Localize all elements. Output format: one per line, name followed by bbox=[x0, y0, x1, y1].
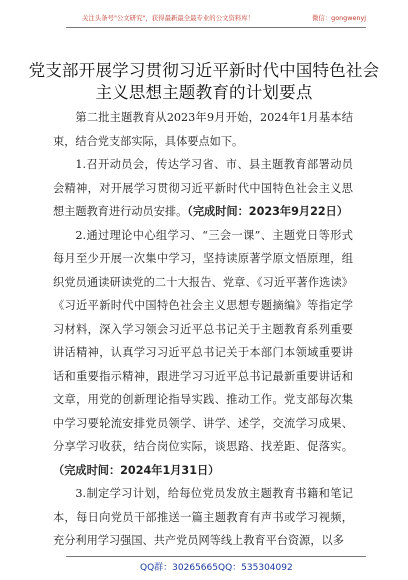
header-wechat-text: 微信：gongwenyj bbox=[311, 14, 366, 22]
page-header bbox=[16, 10, 392, 24]
footer-qq-group: QQ群：30265665 bbox=[140, 563, 218, 573]
document-title: 党支部开展学习贯彻习近平新时代中国特色社会主义思想主题教育的计划要点 bbox=[28, 61, 380, 102]
header-promo-text: 关注头条号"公文研究"，获得最新最全最专业的公文资料库！ bbox=[82, 14, 255, 22]
paragraph-text: 2.通过理论中心组学习、“三会一课”、主题党日等形式每月至少开展一次集中学习，坚持读原著学原文悟原理，组织党员通读研读党的二十大报告、党章、《习近平著作选读》《习近平新时代中国特色社会主义思想专题摘编》等指定学习材料，深入学习领会习近平总书记关于主题教育系列重要讲话精神，认真学习习近平总书记关于本部门本领域重要讲话和重要指示精神，跟进学习习近平总书记最新重要讲话和文章，用党的创新理论指导实践、推动工作。党支部每次集中学习要轮流安排党员领学、讲学、述学，交流学习成果、分享学习收获，结合岗位实际，谈思路、找差距、促落实。 bbox=[53, 228, 353, 453]
footer-divider bbox=[66, 556, 366, 557]
paragraph bbox=[53, 153, 353, 224]
paragraph bbox=[53, 224, 353, 483]
paragraph bbox=[53, 482, 353, 553]
document-body bbox=[53, 106, 353, 553]
header-divider bbox=[66, 27, 366, 28]
paragraph-deadline: （完成时间：2023年9月22日） bbox=[187, 205, 349, 218]
paragraph-deadline: （完成时间：2024年1月31日） bbox=[53, 463, 220, 477]
footer-qq: QQ：535304092 bbox=[218, 563, 293, 573]
paragraph-text: 3.制定学习计划，给每位党员发放主题教育书籍和笔记本，每日向党员干部推送一篇主题教育有声书或学习视频，充分利用学习强国、共产党员网等线上教育平台资源，以多 bbox=[53, 487, 353, 547]
paragraph bbox=[53, 106, 353, 153]
paragraph-text: 第二批主题教育从2023年9月开始，2024年1月基本结束，结合党支部实际，具体要点如下。 bbox=[53, 111, 353, 148]
paragraph-text: 1.召开动员会，传达学习省、市、县主题教育部署动员会精神，对开展学习贯彻习近平新时代中国特色社会主义思想主题教育进行动员安排。 bbox=[53, 158, 353, 218]
